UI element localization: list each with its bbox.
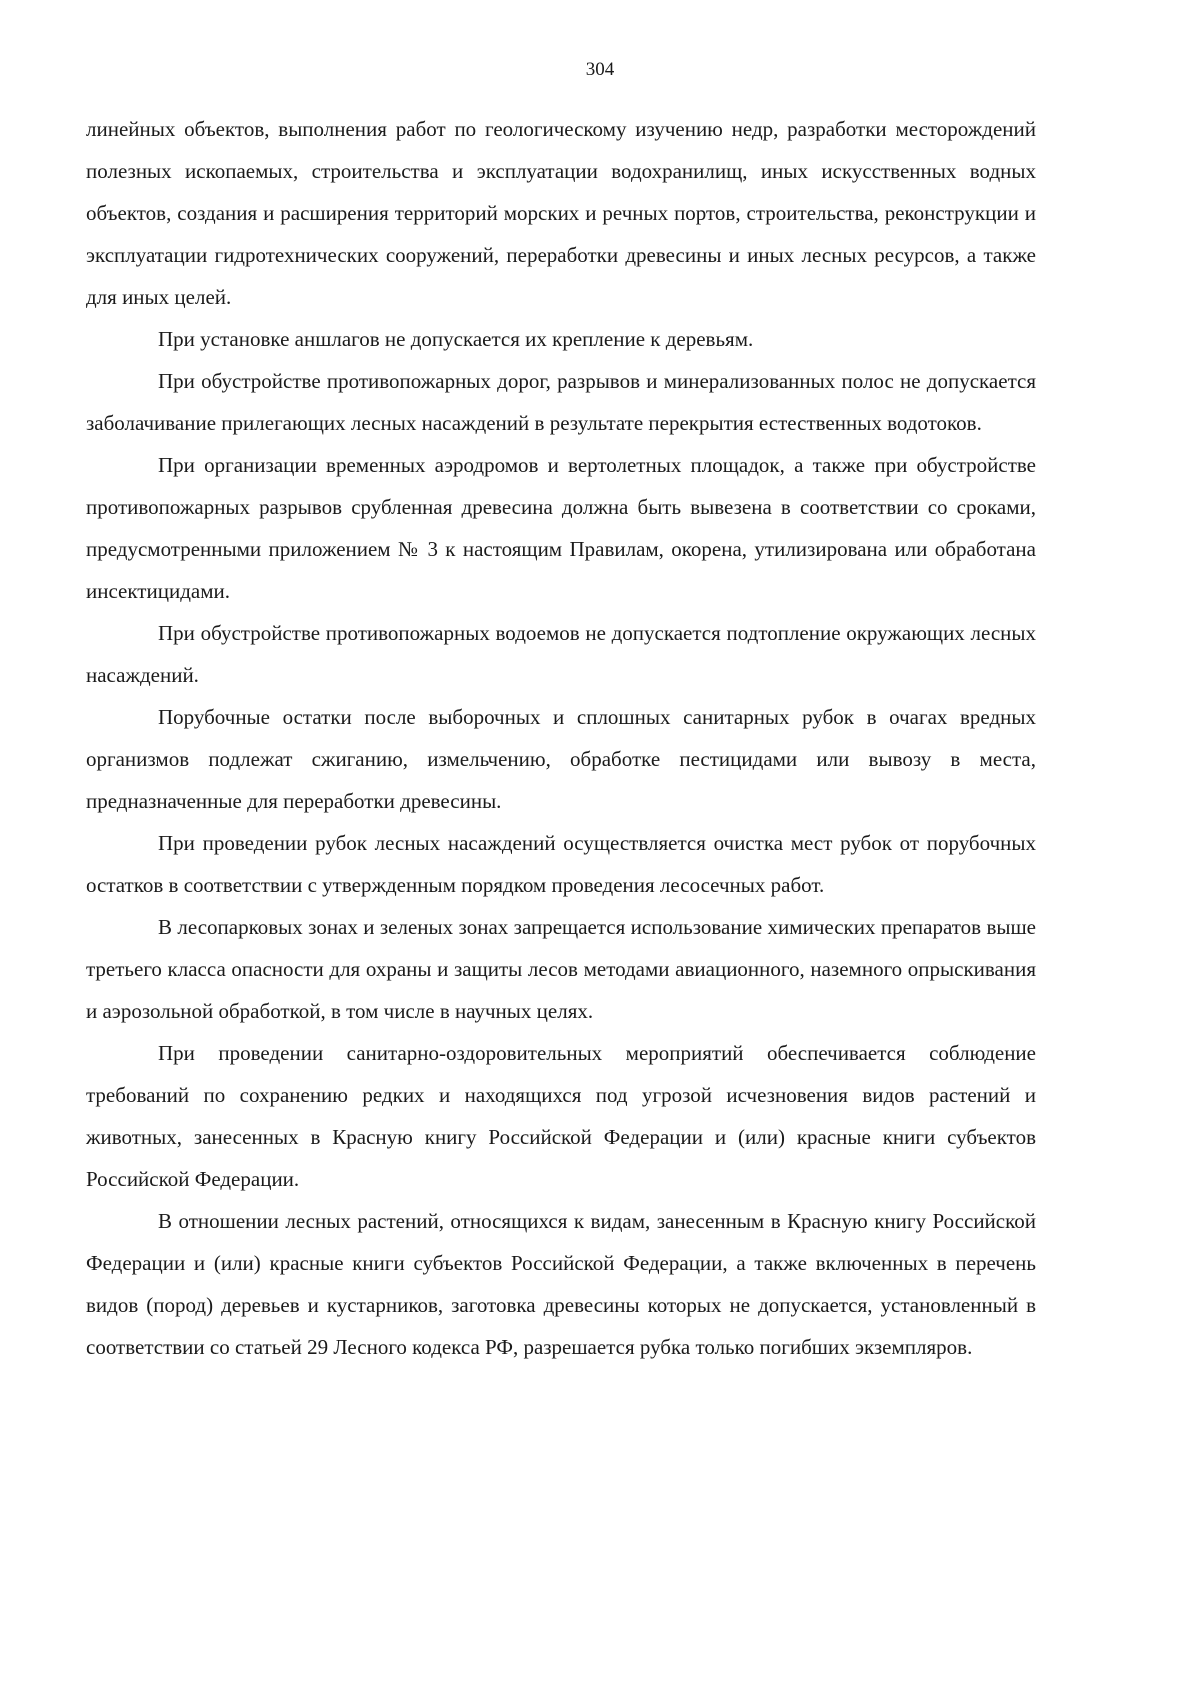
paragraph-3: При обустройстве противопожарных дорог, разрывов и минерализованных полос не допускается заболачивание прилегающих лесных насаждений в результате перекрытия естественных водотоков. <box>86 369 1036 435</box>
paragraph-6: Порубочные остатки после выборочных и сплошных санитарных рубок в очагах вредных организмов подлежат сжиганию, измельчению, обработке пестицидами или вывозу в места, предназначенные для переработки древесины. <box>86 705 1036 813</box>
page-number: 304 <box>585 59 615 80</box>
body-text <box>86 108 1036 1368</box>
paragraph-5: При обустройстве противопожарных водоемов не допускается подтопление окружающих лесных насаждений. <box>86 621 1036 687</box>
paragraph-4: При организации временных аэродромов и вертолетных площадок, а также при обустройстве противопожарных разрывов срубленная древесина должна быть вывезена в соответствии со сроками, предусмотренными приложением № 3 к настоящим Правилам, окорена, утилизирована или обработана инсектицидами. <box>86 453 1036 603</box>
paragraph-9: При проведении санитарно-оздоровительных мероприятий обеспечивается соблюдение требований по сохранению редких и находящихся под угрозой исчезновения видов растений и животных, занесенных в Красную книгу Российской Федерации и (или) красные книги субъектов Российской Федерации. <box>86 1041 1036 1191</box>
paragraph-7: При проведении рубок лесных насаждений осуществляется очистка мест рубок от порубочных остатков в соответствии с утвержденным порядком проведения лесосечных работ. <box>86 831 1036 897</box>
paragraph-1: линейных объектов, выполнения работ по геологическому изучению недр, разработки месторождений полезных ископаемых, строительства и эксплуатации водохранилищ, иных искусственных водных объектов, создания и расширения территорий морских и речных портов, строительства, реконструкции и эксплуатации гидротехнических сооружений, переработки древесины и иных лесных ресурсов, а также для иных целей. <box>86 117 1036 309</box>
paragraph-8: В лесопарковых зонах и зеленых зонах запрещается использование химических препаратов выше третьего класса опасности для охраны и защиты лесов методами авиационного, наземного опрыскивания и аэрозольной обработкой, в том числе в научных целях. <box>86 915 1036 1023</box>
paragraph-10: В отношении лесных растений, относящихся к видам, занесенным в Красную книгу Российской Федерации и (или) красные книги субъектов Российской Федерации, а также включенных в перечень видов (пород) деревьев и кустарников, заготовка древесины которых не допускается, установленный в соответствии со статьей 29 Лесного кодекса РФ, разрешается рубка только погибших экземпляров. <box>86 1209 1036 1359</box>
paragraph-2: При установке аншлагов не допускается их крепление к деревьям. <box>158 327 754 351</box>
